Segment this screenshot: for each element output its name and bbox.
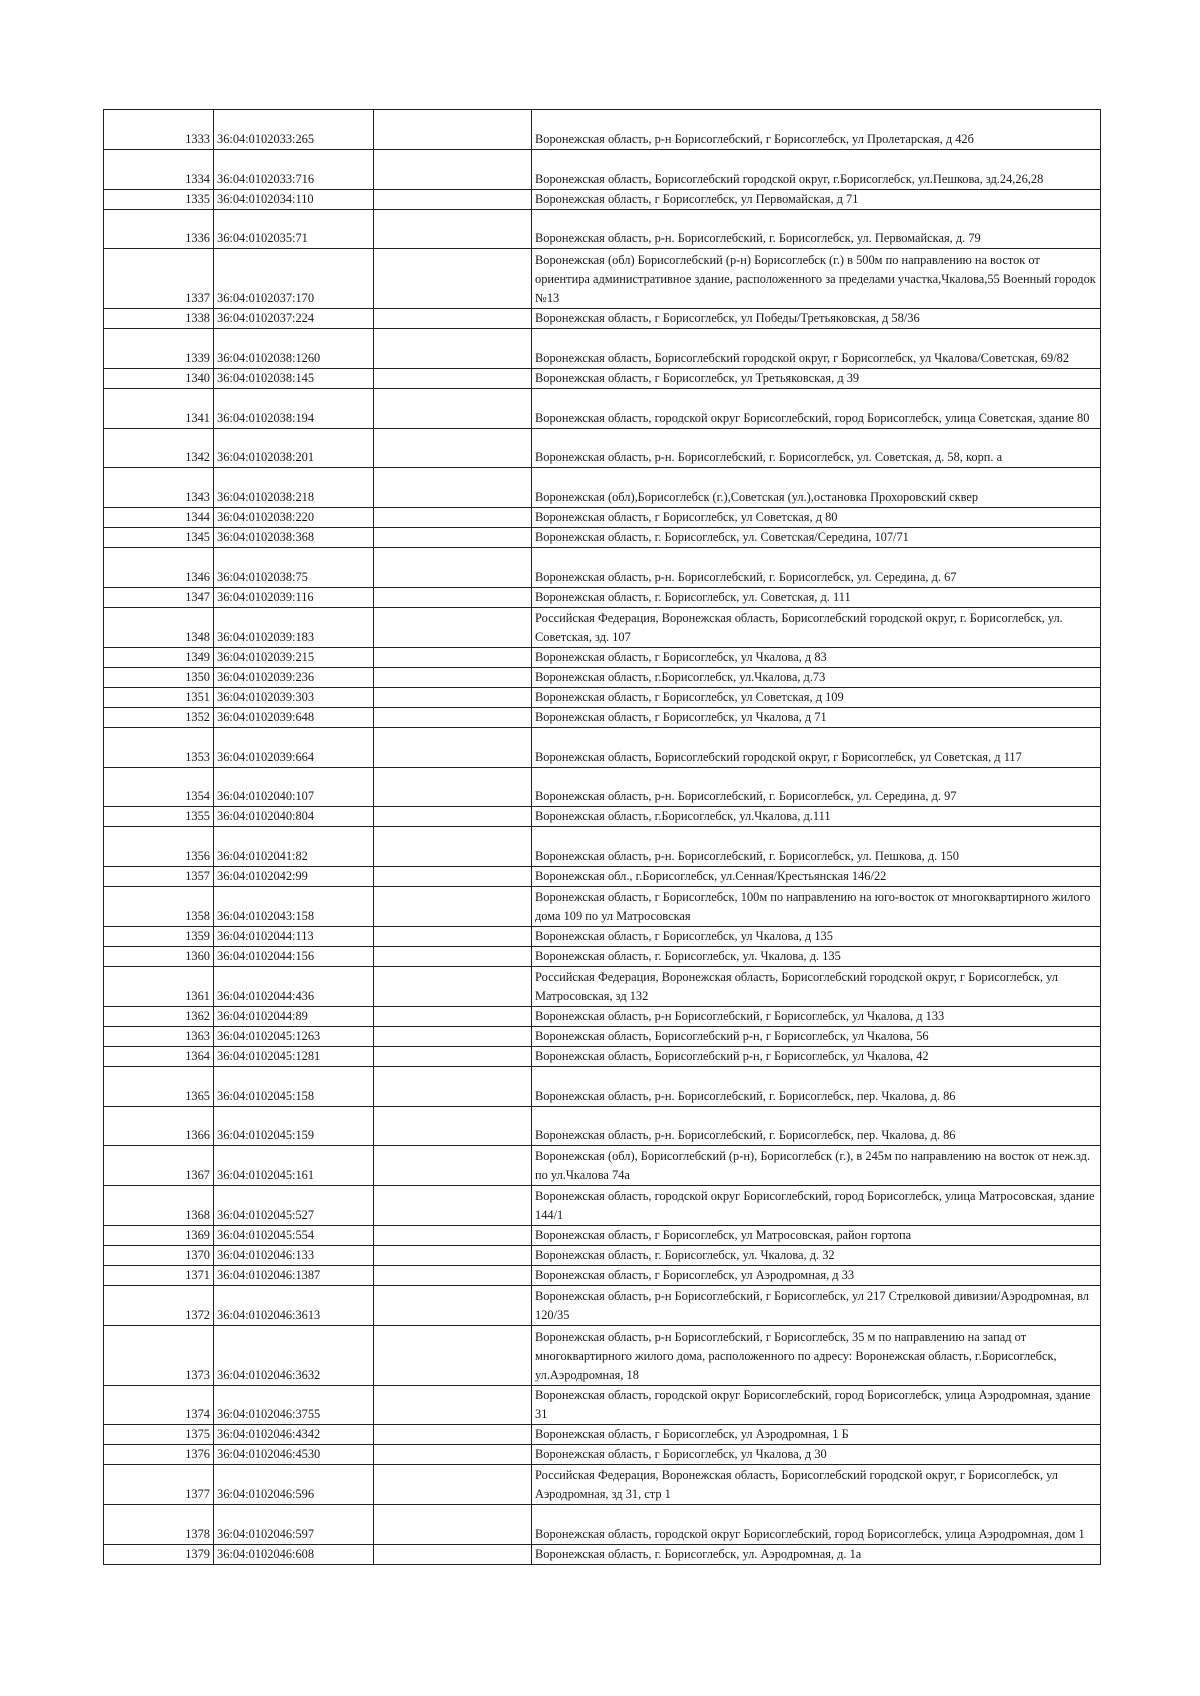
table-row (104, 1026, 1101, 1046)
row-number-cell: 1376 (104, 1445, 214, 1465)
row-number-cell: 1355 (104, 807, 214, 827)
cadastral-number-cell: 36:04:0102046:3613 (214, 1286, 374, 1326)
empty-cell (374, 647, 532, 667)
row-number-cell: 1365 (104, 1066, 214, 1106)
empty-cell (374, 727, 532, 767)
address-cell: Воронежская область, р-н. Борисоглебский, г. Борисоглебск, пер. Чкалова, д. 86 (532, 1106, 1101, 1146)
cadastral-number-cell: 36:04:0102040:804 (214, 807, 374, 827)
row-number-cell: 1360 (104, 947, 214, 967)
table-row (104, 189, 1101, 209)
address-cell: Воронежская область, городской округ Борисоглебский, город Борисоглебск, улица Советская, здание 80 (532, 388, 1101, 428)
address-cell: Воронежская область, г Борисоглебск, ул Чкалова, д 30 (532, 1445, 1101, 1465)
table-row (104, 647, 1101, 667)
empty-cell (374, 1266, 532, 1286)
row-number-cell: 1345 (104, 528, 214, 548)
empty-cell (374, 608, 532, 648)
address-cell: Воронежская (обл),Борисоглебск (г.),Советская (ул.),остановка Прохоровский сквер (532, 468, 1101, 508)
address-cell: Воронежская область, г.Борисоглебск, ул.Чкалова, д.111 (532, 807, 1101, 827)
row-number-cell: 1351 (104, 687, 214, 707)
row-number-cell: 1367 (104, 1146, 214, 1186)
address-cell: Воронежская область, г Борисоглебск, ул Аэродромная, д 33 (532, 1266, 1101, 1286)
table-row (104, 528, 1101, 548)
row-number-cell: 1340 (104, 368, 214, 388)
address-cell: Воронежская область, Борисоглебский городской округ, г Борисоглебск, ул Чкалова/Советская, 69/82 (532, 329, 1101, 369)
address-cell: Российская Федерация, Воронежская область, Борисоглебский городской округ, г Борисоглебск, ул Аэродромная, зд 31, стр 1 (532, 1465, 1101, 1505)
empty-cell (374, 1286, 532, 1326)
cadastral-number-cell: 36:04:0102039:303 (214, 687, 374, 707)
empty-cell (374, 927, 532, 947)
row-number-cell: 1378 (104, 1505, 214, 1545)
address-cell: Воронежская (обл), Борисоглебский (р-н), Борисоглебск (г.), в 245м по направлению на восток от неж.зд. по ул.Чкалова 74а (532, 1146, 1101, 1186)
row-number-cell: 1346 (104, 548, 214, 588)
table-row (104, 707, 1101, 727)
address-cell: Воронежская область, Борисоглебский р-н, г Борисоглебск, ул Чкалова, 56 (532, 1026, 1101, 1046)
cadastral-number-cell: 36:04:0102039:183 (214, 608, 374, 648)
empty-cell (374, 189, 532, 209)
table-row (104, 110, 1101, 150)
address-cell: Воронежская область, г. Борисоглебск, ул. Чкалова, д. 32 (532, 1246, 1101, 1266)
cadastral-number-cell: 36:04:0102037:224 (214, 309, 374, 329)
cadastral-number-cell: 36:04:0102035:71 (214, 209, 374, 249)
empty-cell (374, 209, 532, 249)
empty-cell (374, 707, 532, 727)
empty-cell (374, 1465, 532, 1505)
empty-cell (374, 110, 532, 150)
empty-cell (374, 1146, 532, 1186)
table-row (104, 947, 1101, 967)
address-cell: Воронежская область, г.Борисоглебск, ул.Чкалова, д.73 (532, 667, 1101, 687)
address-cell: Воронежская обл., г.Борисоглебск, ул.Сенная/Крестьянская 146/22 (532, 867, 1101, 887)
empty-cell (374, 588, 532, 608)
table-row (104, 1066, 1101, 1106)
row-number-cell: 1373 (104, 1325, 214, 1385)
empty-cell (374, 947, 532, 967)
empty-cell (374, 1544, 532, 1564)
table-row (104, 1266, 1101, 1286)
cadastral-number-cell: 36:04:0102044:113 (214, 927, 374, 947)
address-cell: Воронежская область, г Борисоглебск, ул Победы/Третьяковская, д 58/36 (532, 309, 1101, 329)
table-row (104, 1186, 1101, 1226)
row-number-cell: 1375 (104, 1425, 214, 1445)
table-row (104, 767, 1101, 807)
cadastral-number-cell: 36:04:0102034:110 (214, 189, 374, 209)
empty-cell (374, 1066, 532, 1106)
row-number-cell: 1338 (104, 309, 214, 329)
table-row (104, 1046, 1101, 1066)
address-cell: Воронежская область, г Борисоглебск, ул Советская, д 109 (532, 687, 1101, 707)
table-row (104, 508, 1101, 528)
parcel-table (103, 109, 1101, 1565)
row-number-cell: 1368 (104, 1186, 214, 1226)
empty-cell (374, 807, 532, 827)
table-row (104, 967, 1101, 1007)
row-number-cell: 1341 (104, 388, 214, 428)
cadastral-number-cell: 36:04:0102044:436 (214, 967, 374, 1007)
row-number-cell: 1363 (104, 1026, 214, 1046)
table-row (104, 807, 1101, 827)
cadastral-number-cell: 36:04:0102045:159 (214, 1106, 374, 1146)
row-number-cell: 1339 (104, 329, 214, 369)
address-cell: Воронежская область, г. Борисоглебск, ул. Аэродромная, д. 1а (532, 1544, 1101, 1564)
empty-cell (374, 1425, 532, 1445)
cadastral-number-cell: 36:04:0102038:220 (214, 508, 374, 528)
empty-cell (374, 687, 532, 707)
cadastral-number-cell: 36:04:0102037:170 (214, 249, 374, 309)
empty-cell (374, 1226, 532, 1246)
table-row (104, 727, 1101, 767)
row-number-cell: 1336 (104, 209, 214, 249)
empty-cell (374, 967, 532, 1007)
empty-cell (374, 887, 532, 927)
table-row (104, 1106, 1101, 1146)
cadastral-number-cell: 36:04:0102046:1387 (214, 1266, 374, 1286)
row-number-cell: 1359 (104, 927, 214, 947)
cadastral-number-cell: 36:04:0102045:161 (214, 1146, 374, 1186)
cadastral-number-cell: 36:04:0102038:218 (214, 468, 374, 508)
table-row (104, 1544, 1101, 1564)
parcel-table-body (104, 110, 1101, 1565)
cadastral-number-cell: 36:04:0102046:4530 (214, 1445, 374, 1465)
address-cell: Воронежская область, г Борисоглебск, ул Чкалова, д 135 (532, 927, 1101, 947)
address-cell: Воронежская область, Борисоглебский городской округ, г.Борисоглебск, ул.Пешкова, зд.24,26,28 (532, 149, 1101, 189)
empty-cell (374, 1026, 532, 1046)
row-number-cell: 1362 (104, 1006, 214, 1026)
row-number-cell: 1369 (104, 1226, 214, 1246)
cadastral-number-cell: 36:04:0102044:156 (214, 947, 374, 967)
cadastral-number-cell: 36:04:0102039:664 (214, 727, 374, 767)
table-row (104, 687, 1101, 707)
row-number-cell: 1348 (104, 608, 214, 648)
cadastral-number-cell: 36:04:0102045:1263 (214, 1026, 374, 1046)
empty-cell (374, 1505, 532, 1545)
cadastral-number-cell: 36:04:0102038:368 (214, 528, 374, 548)
address-cell: Воронежская область, р-н. Борисоглебский, г. Борисоглебск, ул. Первомайская, д. 79 (532, 209, 1101, 249)
row-number-cell: 1344 (104, 508, 214, 528)
empty-cell (374, 309, 532, 329)
address-cell: Воронежская область, Борисоглебский р-н, г Борисоглебск, ул Чкалова, 42 (532, 1046, 1101, 1066)
table-row (104, 249, 1101, 309)
empty-cell (374, 767, 532, 807)
table-row (104, 1325, 1101, 1385)
cadastral-number-cell: 36:04:0102033:265 (214, 110, 374, 150)
empty-cell (374, 1186, 532, 1226)
row-number-cell: 1343 (104, 468, 214, 508)
table-row (104, 1246, 1101, 1266)
table-row (104, 1385, 1101, 1425)
table-row (104, 388, 1101, 428)
cadastral-number-cell: 36:04:0102038:145 (214, 368, 374, 388)
empty-cell (374, 388, 532, 428)
row-number-cell: 1374 (104, 1385, 214, 1425)
cadastral-number-cell: 36:04:0102046:3632 (214, 1325, 374, 1385)
table-row (104, 1445, 1101, 1465)
address-cell: Российская Федерация, Воронежская область, Борисоглебский городской округ, г Борисоглебск, ул Матросовская, зд 132 (532, 967, 1101, 1007)
empty-cell (374, 1385, 532, 1425)
empty-cell (374, 1006, 532, 1026)
table-row (104, 149, 1101, 189)
table-row (104, 428, 1101, 468)
table-row (104, 588, 1101, 608)
address-cell: Воронежская область, г Борисоглебск, 100м по направлению на юго-восток от многоквартирного жилого дома 109 по ул Матросовская (532, 887, 1101, 927)
table-row (104, 1425, 1101, 1445)
cadastral-number-cell: 36:04:0102046:3755 (214, 1385, 374, 1425)
empty-cell (374, 1325, 532, 1385)
address-cell: Воронежская область, г. Борисоглебск, ул. Чкалова, д. 135 (532, 947, 1101, 967)
cadastral-number-cell: 36:04:0102038:75 (214, 548, 374, 588)
empty-cell (374, 867, 532, 887)
address-cell: Российская Федерация, Воронежская область, Борисоглебский городской округ, г. Борисоглебск, ул. Советская, зд. 107 (532, 608, 1101, 648)
cadastral-number-cell: 36:04:0102046:4342 (214, 1425, 374, 1445)
cadastral-number-cell: 36:04:0102046:133 (214, 1246, 374, 1266)
cadastral-number-cell: 36:04:0102046:608 (214, 1544, 374, 1564)
empty-cell (374, 149, 532, 189)
cadastral-number-cell: 36:04:0102038:1260 (214, 329, 374, 369)
address-cell: Воронежская (обл) Борисоглебский (р-н) Борисоглебск (г.) в 500м по направлению на восток от ориентира административное здание, расположенного за пределами участка,Чкалова,55 Военный городок №13 (532, 249, 1101, 309)
table-row (104, 1006, 1101, 1026)
cadastral-number-cell: 36:04:0102043:158 (214, 887, 374, 927)
row-number-cell: 1361 (104, 967, 214, 1007)
cadastral-number-cell: 36:04:0102045:1281 (214, 1046, 374, 1066)
cadastral-number-cell: 36:04:0102045:554 (214, 1226, 374, 1246)
cadastral-number-cell: 36:04:0102040:107 (214, 767, 374, 807)
address-cell: Воронежская область, р-н. Борисоглебский, г. Борисоглебск, ул. Середина, д. 67 (532, 548, 1101, 588)
table-row (104, 1286, 1101, 1326)
empty-cell (374, 1106, 532, 1146)
cadastral-number-cell: 36:04:0102038:201 (214, 428, 374, 468)
empty-cell (374, 428, 532, 468)
row-number-cell: 1350 (104, 667, 214, 687)
empty-cell (374, 1445, 532, 1465)
address-cell: Воронежская область, г Борисоглебск, ул Матросовская, район гортопа (532, 1226, 1101, 1246)
address-cell: Воронежская область, р-н. Борисоглебский, г. Борисоглебск, пер. Чкалова, д. 86 (532, 1066, 1101, 1106)
address-cell: Воронежская область, г Борисоглебск, ул Аэродромная, 1 Б (532, 1425, 1101, 1445)
address-cell: Воронежская область, р-н. Борисоглебский, г. Борисоглебск, ул. Пешкова, д. 150 (532, 827, 1101, 867)
empty-cell (374, 528, 532, 548)
cadastral-number-cell: 36:04:0102039:215 (214, 647, 374, 667)
row-number-cell: 1366 (104, 1106, 214, 1146)
table-row (104, 1146, 1101, 1186)
row-number-cell: 1347 (104, 588, 214, 608)
row-number-cell: 1337 (104, 249, 214, 309)
cadastral-number-cell: 36:04:0102039:648 (214, 707, 374, 727)
empty-cell (374, 468, 532, 508)
address-cell: Воронежская область, г Борисоглебск, ул Чкалова, д 83 (532, 647, 1101, 667)
empty-cell (374, 368, 532, 388)
row-number-cell: 1370 (104, 1246, 214, 1266)
empty-cell (374, 548, 532, 588)
table-row (104, 608, 1101, 648)
empty-cell (374, 329, 532, 369)
address-cell: Воронежская область, городской округ Борисоглебский, город Борисоглебск, улица Аэродромная, дом 1 (532, 1505, 1101, 1545)
cadastral-number-cell: 36:04:0102039:116 (214, 588, 374, 608)
address-cell: Воронежская область, г Борисоглебск, ул Советская, д 80 (532, 508, 1101, 528)
row-number-cell: 1356 (104, 827, 214, 867)
row-number-cell: 1353 (104, 727, 214, 767)
table-row (104, 887, 1101, 927)
table-row (104, 309, 1101, 329)
address-cell: Воронежская область, р-н. Борисоглебский, г. Борисоглебск, ул. Советская, д. 58, корп. а (532, 428, 1101, 468)
table-row (104, 1465, 1101, 1505)
table-row (104, 827, 1101, 867)
table-row (104, 209, 1101, 249)
table-row (104, 927, 1101, 947)
row-number-cell: 1333 (104, 110, 214, 150)
row-number-cell: 1352 (104, 707, 214, 727)
empty-cell (374, 1246, 532, 1266)
cadastral-number-cell: 36:04:0102042:99 (214, 867, 374, 887)
address-cell: Воронежская область, р-н Борисоглебский, г Борисоглебск, ул Пролетарская, д 42б (532, 110, 1101, 150)
row-number-cell: 1364 (104, 1046, 214, 1066)
row-number-cell: 1358 (104, 887, 214, 927)
cadastral-number-cell: 36:04:0102046:597 (214, 1505, 374, 1545)
row-number-cell: 1377 (104, 1465, 214, 1505)
address-cell: Воронежская область, г Борисоглебск, ул Третьяковская, д 39 (532, 368, 1101, 388)
table-row (104, 468, 1101, 508)
row-number-cell: 1371 (104, 1266, 214, 1286)
row-number-cell: 1357 (104, 867, 214, 887)
empty-cell (374, 667, 532, 687)
address-cell: Воронежская область, р-н Борисоглебский, г Борисоглебск, ул Чкалова, д 133 (532, 1006, 1101, 1026)
cadastral-number-cell: 36:04:0102045:527 (214, 1186, 374, 1226)
cadastral-number-cell: 36:04:0102033:716 (214, 149, 374, 189)
table-row (104, 1505, 1101, 1545)
empty-cell (374, 249, 532, 309)
address-cell: Воронежская область, р-н. Борисоглебский, г. Борисоглебск, ул. Середина, д. 97 (532, 767, 1101, 807)
cadastral-number-cell: 36:04:0102044:89 (214, 1006, 374, 1026)
row-number-cell: 1372 (104, 1286, 214, 1326)
cadastral-number-cell: 36:04:0102045:158 (214, 1066, 374, 1106)
empty-cell (374, 827, 532, 867)
row-number-cell: 1335 (104, 189, 214, 209)
table-row (104, 548, 1101, 588)
address-cell: Воронежская область, р-н Борисоглебский, г Борисоглебск, ул 217 Стрелковой дивизии/Аэродромная, вл 120/35 (532, 1286, 1101, 1326)
address-cell: Воронежская область, г Борисоглебск, ул Чкалова, д 71 (532, 707, 1101, 727)
address-cell: Воронежская область, Борисоглебский городской округ, г Борисоглебск, ул Советская, д 117 (532, 727, 1101, 767)
cadastral-number-cell: 36:04:0102041:82 (214, 827, 374, 867)
table-row (104, 1226, 1101, 1246)
table-row (104, 867, 1101, 887)
address-cell: Воронежская область, городской округ Борисоглебский, город Борисоглебск, улица Аэродромная, здание 31 (532, 1385, 1101, 1425)
row-number-cell: 1334 (104, 149, 214, 189)
address-cell: Воронежская область, г Борисоглебск, ул Первомайская, д 71 (532, 189, 1101, 209)
row-number-cell: 1349 (104, 647, 214, 667)
address-cell: Воронежская область, р-н Борисоглебский, г Борисоглебск, 35 м по направлению на запад от многоквартирного жилого дома, расположенного по адресу: Воронежская область, г.Борисоглебск, ул.Аэродромная, 18 (532, 1325, 1101, 1385)
table-row (104, 368, 1101, 388)
address-cell: Воронежская область, г. Борисоглебск, ул. Советская, д. 111 (532, 588, 1101, 608)
row-number-cell: 1379 (104, 1544, 214, 1564)
row-number-cell: 1354 (104, 767, 214, 807)
address-cell: Воронежская область, г. Борисоглебск, ул. Советская/Середина, 107/71 (532, 528, 1101, 548)
cadastral-number-cell: 36:04:0102039:236 (214, 667, 374, 687)
row-number-cell: 1342 (104, 428, 214, 468)
empty-cell (374, 508, 532, 528)
address-cell: Воронежская область, городской округ Борисоглебский, город Борисоглебск, улица Матросовская, здание 144/1 (532, 1186, 1101, 1226)
cadastral-number-cell: 36:04:0102038:194 (214, 388, 374, 428)
table-row (104, 329, 1101, 369)
table-row (104, 667, 1101, 687)
empty-cell (374, 1046, 532, 1066)
cadastral-number-cell: 36:04:0102046:596 (214, 1465, 374, 1505)
